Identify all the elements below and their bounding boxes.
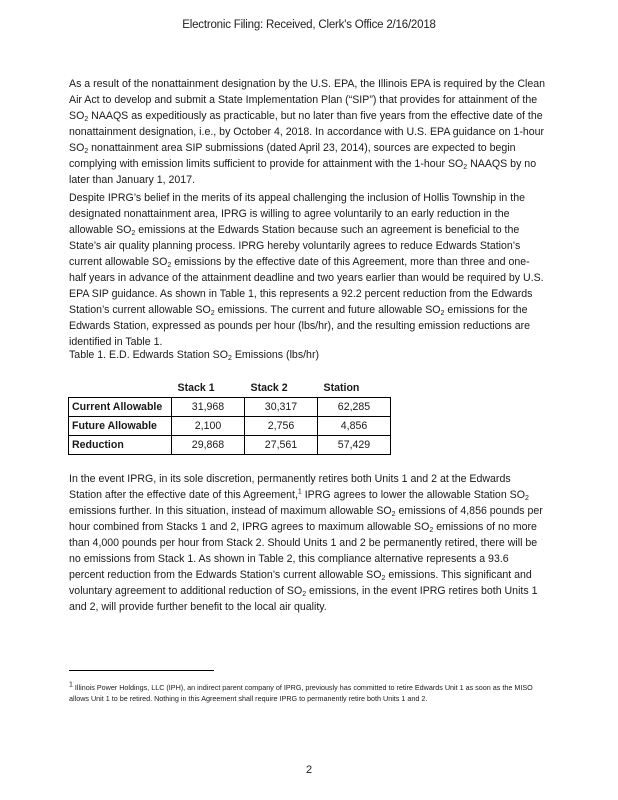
table-row	[69, 398, 391, 417]
col-stack-1: Stack 1	[172, 379, 245, 398]
row-label: Current Allowable	[69, 398, 172, 417]
table-row	[69, 436, 391, 455]
cell-value: 31,968	[172, 398, 245, 417]
table-header-blank	[69, 379, 172, 398]
e-filing-stamp: Electronic Filing: Received, Clerk's Office 2/16/2018	[182, 19, 436, 31]
paragraph-voluntary-reduction: Despite IPRG’s belief in the merits of its appeal challenging the inclusion of Hollis Township in the designated nonattainment area, IPRG is willing to agree voluntarily to an early reduction in the allowable $SO_2$ emissions at the Edwards Station because such an agreement is beneficial to the State’s air quality planning process. IPRG hereby voluntarily agrees to reduce Edwards Station’s current allowable $SO_2$ emissions by the effective date of this Agreement, more than three and one-half years in advance of the attainment deadline and two years earlier than would be required by U.S. EPA SIP guidance. As shown in Table 1, this represents a 92.2 percent reduction from the Edwards Station’s current allowable $SO_2$ emissions. The current and future allowable $SO_2$ emissions for the Edwards Station, expressed as pounds per hour (lbs/hr), and the resulting emission reductions are identified in Table 1.	[69, 192, 544, 348]
cell-value: 2,756	[245, 417, 318, 436]
table-caption: Table 1. E.D. Edwards Station $SO_2$ Emissions (lbs/hr)	[69, 349, 320, 362]
footnote-marker: 1	[69, 681, 73, 689]
cell-value: 57,429	[318, 436, 391, 455]
paragraph-retirement: In the event IPRG, in its sole discretion, permanently retires both Units 1 and 2 at the Edwards Station after the effective date of this Agreement,$^1$ IPRG agrees to lower the allowable Station $SO_2$ emissions further. In this situation, instead of maximum allowable $SO_2$ emissions of 4,856 pounds per hour combined from Stacks 1 and 2, IPRG agrees to maximum allowable $SO_2$ emissions of no more than 4,000 pounds per hour from Stack 2. Should Units 1 and 2 be permanently retired, there will be no emissions from Stack 1. As shown in Table 2, this compliance alternative represents a 93.6 percent reduction from the Edwards Station’s current allowable $SO_2$ emissions. This significant and voluntary agreement to additional reduction of $SO_2$ emissions, in the event IPRG retires both Units 1 and 2, will provide further benefit to the local air quality.	[69, 473, 543, 613]
cell-value: 2,100	[172, 417, 245, 436]
col-station: Station	[318, 379, 391, 398]
footnote-text: Illinois Power Holdings, LLC (IPH), an indirect parent company of IPRG, previously has committed to retire Edwards Unit 1 as soon as the MISO allows Unit 1 to be retired. Nothing in this Agreement shall require IPRG to permanently retire both Units 1 and 2.	[69, 683, 533, 703]
col-stack-2: Stack 2	[245, 379, 318, 398]
footnote	[69, 682, 535, 704]
cell-value: 27,561	[245, 436, 318, 455]
cell-value: 62,285	[318, 398, 391, 417]
cell-value: 4,856	[318, 417, 391, 436]
row-label: Future Allowable	[69, 417, 172, 436]
row-label: Reduction	[69, 436, 172, 455]
footnote-divider	[69, 670, 214, 671]
cell-value: 30,317	[245, 398, 318, 417]
paragraph-attainment: As a result of the nonattainment designation by the U.S. EPA, the Illinois EPA is required by the Clean Air Act to develop and submit a State Implementation Plan (“SIP”) that provides for attainment of the $SO_2$ NAAQS as expeditiously as practicable, but no later than five years from the effective date of the nonattainment designation, i.e., by October 4, 2018. In accordance with U.S. EPA guidance on 1-hour $SO_2$ nonattainment area SIP submissions (dated April 23, 2014), sources are expected to begin complying with emission limits sufficient to provide for attainment with the 1-hour $SO_2$ NAAQS by no later than January 1, 2017.	[69, 78, 546, 186]
emissions-table	[68, 379, 391, 455]
footnote-ref: 1	[297, 488, 302, 496]
table-row	[69, 417, 391, 436]
cell-value: 29,868	[172, 436, 245, 455]
page-number: 2	[305, 764, 313, 776]
table-header-row	[69, 379, 391, 398]
